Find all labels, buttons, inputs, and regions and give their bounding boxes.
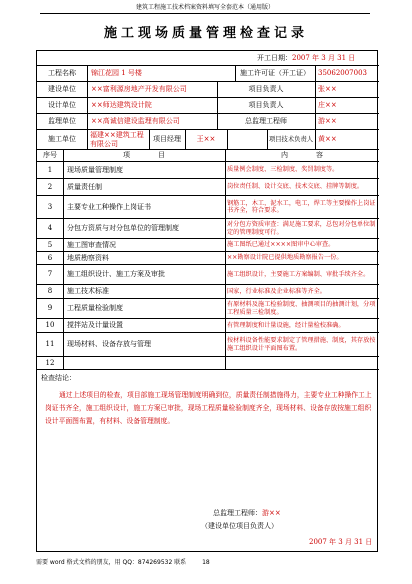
row-content — [225, 357, 379, 369]
page-number: 18 — [202, 559, 210, 566]
row-content: 按材料设备性能要求制定了管理措施、制度，其存放按施工组织设计平面图布置。 — [227, 337, 376, 352]
designer-value: ××师达建筑设计院 — [91, 101, 152, 109]
chief-engineer-label: 总监理工程师 — [245, 117, 287, 125]
start-date — [257, 51, 379, 65]
page-title: 施工现场质量管理检查记录 — [103, 26, 308, 41]
row-no: 10 — [45, 321, 55, 329]
contractor-value: 福建××建筑工程有限公司 — [90, 130, 144, 148]
row-no: 9 — [47, 304, 53, 312]
designer-pm-value: 庄×× — [318, 101, 337, 109]
row-item: 施工技术标准 — [67, 287, 109, 295]
row-content: 有原材料及施工检验制度、抽测项目的抽测计划，分项工程质量三检制度。 — [227, 301, 376, 316]
row-item: 主要专业工种操作上岗证书 — [67, 202, 151, 211]
page-header: 建筑工程施工技术档案资料填写全套范本（通用版） — [40, 2, 370, 14]
col-content-header: 内 容 — [281, 151, 323, 159]
row-no: 6 — [47, 253, 53, 262]
row-content: 钢筋工，木工，泥水工，电工，焊工等主要操作上岗证书齐全，符合要求。 — [227, 199, 376, 214]
builder-value: ××富利源房地产开发有限公司 — [91, 85, 187, 93]
col-no-header: 序号 — [43, 151, 57, 159]
supervisor-value: ××高诚信建设监理有限公司 — [91, 117, 180, 125]
conclusion-signature — [213, 508, 281, 518]
row-content: 岗位责任制、设计交底、技术交底、挂牌等制度。 — [227, 183, 364, 191]
tech-lead-label: 项目技术负责人 — [268, 136, 314, 143]
conclusion-label: 检查结论： — [41, 374, 76, 382]
start-date-value: 2007 年 3 月 31 日 — [292, 53, 356, 62]
inspection-form — [36, 50, 378, 552]
builder-pm-value: 张×× — [318, 85, 337, 93]
row-item: 施工图审查情况 — [67, 240, 116, 249]
row-content: 有管理制度和计量设施，经计量检校准确。 — [227, 321, 345, 329]
start-date-label: 开工日期： — [257, 53, 292, 62]
col-item-header: 项 目 — [123, 151, 165, 159]
project-name-value: 锦江花园 1 号楼 — [91, 69, 142, 77]
row-content: ××勘察设计院已提供地质勘察报告一份。 — [227, 254, 343, 262]
designer-label: 设计单位 — [48, 101, 76, 109]
chief-engineer-value: 游×× — [318, 117, 337, 125]
supervisor-label: 监理单位 — [48, 117, 76, 125]
row-no: 4 — [47, 224, 53, 232]
row-no: 11 — [45, 340, 55, 348]
page-footer — [36, 557, 210, 566]
signature-name: 游×× — [262, 509, 281, 517]
conclusion-text: 通过上述项目的检查，项目部施工现场管理制度明确到位，质量责任制措施得力，主要专业工种操作工上岗证书齐全，施工组织设计，施工方案已审批，现场工程质量检验制度齐全，现场材料、设备存放按施工组织设计平面图布置，有材料、设备管理制度。 — [45, 391, 372, 425]
row-content: 质量例会制度、三检制度、奖罚制度等。 — [227, 166, 339, 174]
conclusion-date: 2007 年 3 月 31 日 — [309, 538, 373, 546]
row-no: 5 — [47, 240, 53, 249]
row-content: 施工组织设计，主要施工方案编制、审批手续齐全。 — [227, 270, 370, 278]
row-no: 1 — [47, 165, 53, 174]
row-no: 3 — [47, 202, 53, 211]
manager-value: 王×× — [196, 135, 216, 143]
footer-text: 需要 word 格式文档的朋友，用 QQ：874269532 联系 — [36, 559, 187, 566]
permit-label: 施工许可证（开工证） — [240, 69, 310, 77]
row-content: 施工图纸已通过××××图审中心审查。 — [227, 241, 335, 249]
row-no: 2 — [47, 182, 53, 191]
tech-lead-value: 黄×× — [318, 135, 337, 143]
designer-pm-label: 项目负责人 — [248, 101, 284, 109]
permit-value: 35062007003 — [318, 69, 367, 77]
row-item: 搅拌站及计量设置 — [67, 321, 123, 329]
signature-subtitle: （建设单位项目负责人） — [201, 522, 278, 530]
row-content: 国家，行业标准及企业标准等齐全。 — [227, 287, 326, 295]
row-item: 现场材料、设备存放与管理 — [67, 340, 151, 348]
row-item: 现场质量管理制度 — [67, 165, 123, 174]
project-name-label: 工程名称 — [48, 69, 76, 77]
row-item: 工程质量检验制度 — [67, 304, 123, 312]
row-content: 对分包方资质审查：满足施工要求，总包对分包单位制定的管理制度可行。 — [227, 221, 376, 236]
row-no: 12 — [45, 358, 55, 367]
row-no: 7 — [47, 270, 53, 278]
contractor-label: 施工单位 — [48, 135, 76, 143]
row-item — [67, 357, 225, 369]
row-item: 地质勘察资料 — [67, 253, 109, 262]
signature-label: 总监理工程师： — [213, 509, 262, 517]
builder-pm-label: 项目负责人 — [248, 85, 284, 93]
row-no: 8 — [47, 287, 53, 295]
manager-label: 项目经理 — [153, 135, 181, 143]
row-item: 施工组织设计、施工方案及审批 — [67, 270, 165, 278]
row-item: 质量责任制 — [67, 182, 102, 191]
row-item: 分包方资质与对分包单位的管理制度 — [67, 224, 179, 232]
builder-label: 建设单位 — [48, 85, 76, 93]
